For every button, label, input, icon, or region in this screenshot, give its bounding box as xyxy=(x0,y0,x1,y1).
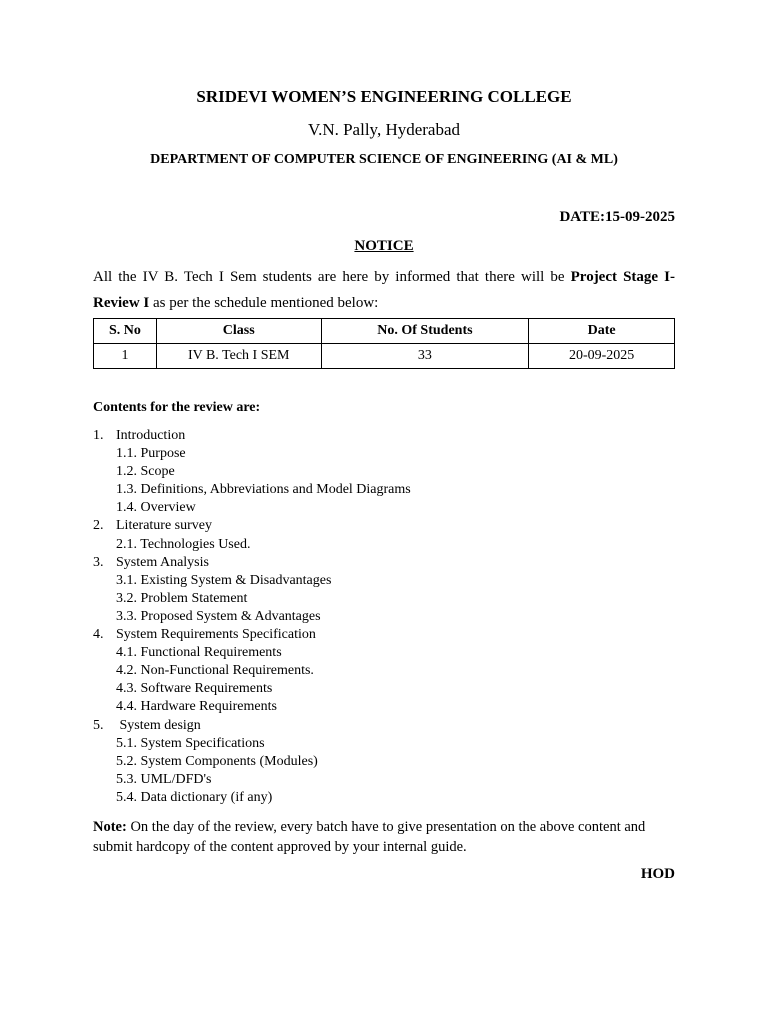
intro-text-after: as per the schedule mentioned below: xyxy=(149,295,379,311)
list-subitem: 1.1. Purpose xyxy=(116,446,186,462)
item-title: Introduction xyxy=(116,428,186,443)
department-name: DEPARTMENT OF COMPUTER SCIENCE OF ENGINEERING (AI & ML) xyxy=(150,152,618,167)
item-number: 3. xyxy=(93,554,104,570)
list-subitem: 4.3. Software Requirements xyxy=(116,681,273,697)
contents-list xyxy=(93,427,675,807)
list-subitem: 4.2. Non-Functional Requirements. xyxy=(116,663,314,679)
list-subitem: 1.2. Scope xyxy=(116,464,175,480)
list-subitem: 5.1. System Specifications xyxy=(116,735,265,751)
list-subitem: 3.1. Existing System & Disadvantages xyxy=(116,572,332,588)
list-subitem: 5.2. System Components (Modules) xyxy=(116,753,318,769)
list-subitem: 1.4. Overview xyxy=(116,500,196,516)
item-title: System Requirements Specification xyxy=(116,627,316,643)
note-paragraph xyxy=(93,817,675,857)
list-subitem: 5.3. UML/DFD's xyxy=(116,771,212,787)
cell-class: IV B. Tech I SEM xyxy=(156,344,321,369)
list-item xyxy=(93,626,675,644)
note-label: Note: xyxy=(93,819,127,835)
table-header-row xyxy=(94,319,675,344)
notice-date: DATE:15-09-2025 xyxy=(559,209,675,225)
notice-title: NOTICE xyxy=(354,238,414,254)
item-title: Literature survey xyxy=(116,518,213,534)
schedule-table xyxy=(93,318,675,369)
intro-bold-review: Project Stage I-Review I xyxy=(93,269,675,311)
cell-date: 20-09-2025 xyxy=(529,344,675,369)
list-subitem: 4.1. Functional Requirements xyxy=(116,645,282,661)
item-number: 4. xyxy=(93,627,104,643)
col-header-class: Class xyxy=(156,319,321,344)
item-title: System Analysis xyxy=(116,554,209,570)
contents-heading: Contents for the review are: xyxy=(93,400,261,415)
list-subitem: 4.4. Hardware Requirements xyxy=(116,699,277,715)
col-header-students: No. Of Students xyxy=(321,319,529,344)
list-subitem: 3.2. Problem Statement xyxy=(116,590,248,606)
note-text: On the day of the review, every batch have to give presentation on the above content and submit hardcopy of the content approved by your internal guide. xyxy=(93,819,646,855)
list-subitem: 5.4. Data dictionary (if any) xyxy=(116,789,273,805)
table-row xyxy=(94,344,675,369)
list-subitem: 2.1. Technologies Used. xyxy=(116,536,251,552)
list-item xyxy=(93,427,675,445)
list-subitem: 1.3. Definitions, Abbreviations and Model Diagrams xyxy=(116,482,411,498)
intro-text-before: All the IV B. Tech I Sem students are here by informed that there will be xyxy=(93,269,571,285)
item-title: System design xyxy=(116,717,201,733)
hod-signature: HOD xyxy=(640,866,675,882)
list-item xyxy=(93,517,675,535)
item-number: 2. xyxy=(93,518,104,534)
item-number: 1. xyxy=(93,428,104,443)
list-item xyxy=(93,717,675,735)
item-number: 5. xyxy=(93,717,104,733)
list-item xyxy=(93,554,675,572)
intro-paragraph xyxy=(93,264,675,316)
cell-sno: 1 xyxy=(94,344,157,369)
college-name: SRIDEVI WOMEN’S ENGINEERING COLLEGE xyxy=(196,87,572,106)
col-header-date: Date xyxy=(529,319,675,344)
col-header-sno: S. No xyxy=(94,319,157,344)
cell-students: 33 xyxy=(321,344,529,369)
list-subitem: 3.3. Proposed System & Advantages xyxy=(116,608,321,624)
college-location: V.N. Pally, Hyderabad xyxy=(307,120,461,139)
